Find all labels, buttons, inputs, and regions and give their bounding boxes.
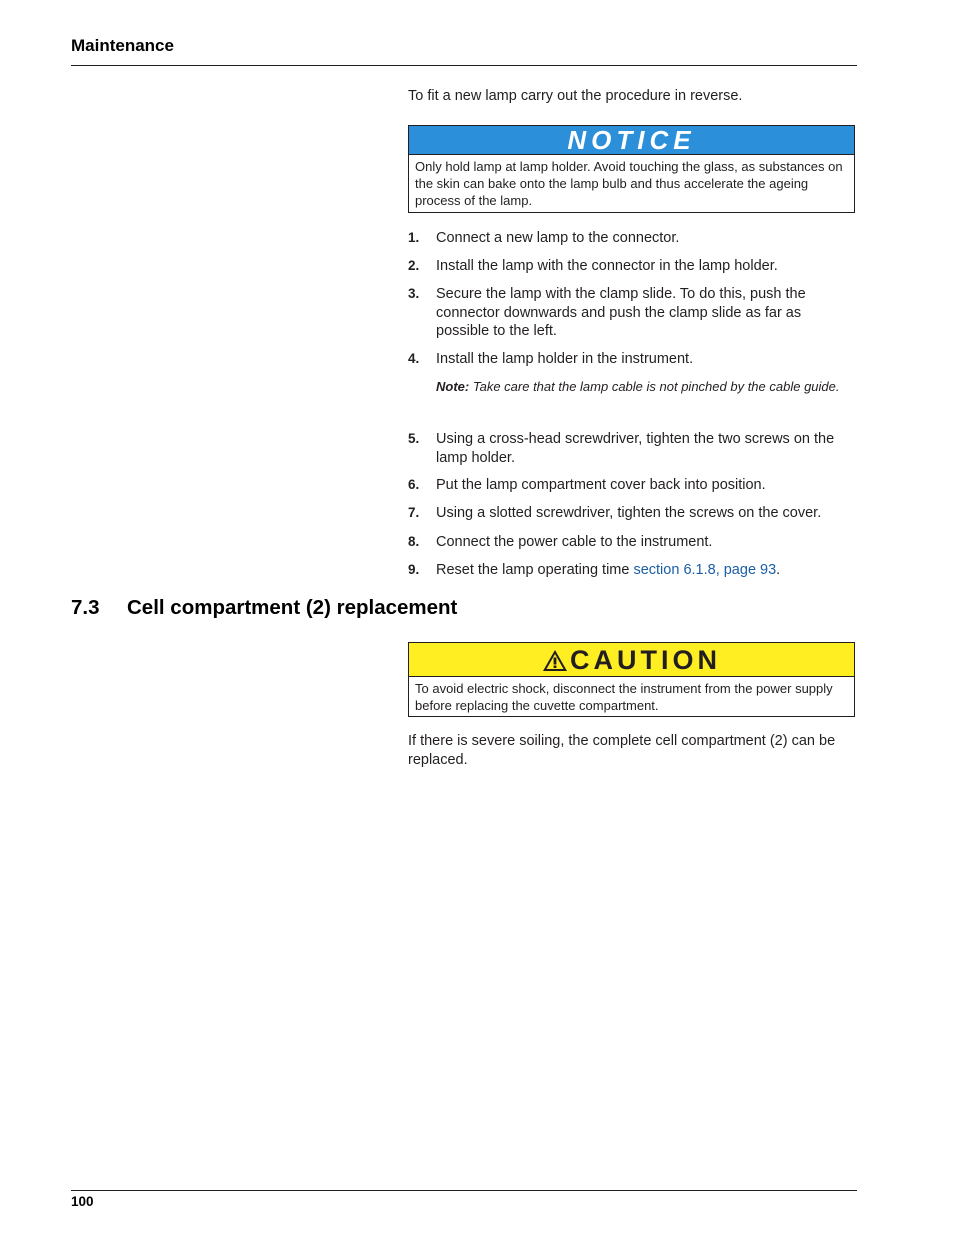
note — [436, 378, 846, 395]
step-item — [408, 504, 854, 523]
caution-heading-bar — [409, 643, 854, 677]
step-number: 9. — [408, 562, 420, 577]
step-number: 1. — [408, 230, 420, 245]
step-item — [408, 229, 854, 248]
notice-box — [408, 125, 855, 213]
step-item — [408, 285, 854, 341]
warning-triangle-icon — [542, 649, 568, 672]
step-text: Using a cross-head screwdriver, tighten the two screws on the lamp holder. — [436, 431, 835, 466]
step-text: Install the lamp holder in the instrument. — [436, 351, 694, 367]
footer-divider — [71, 1190, 857, 1191]
section-title: Cell compartment (2) replacement — [127, 596, 458, 619]
step-number: 6. — [408, 477, 420, 492]
section-number: 7.3 — [71, 596, 100, 619]
step-text: Connect a new lamp to the connector. — [436, 230, 680, 246]
step-number: 2. — [408, 258, 420, 273]
step-text: Install the lamp with the connector in the lamp holder. — [436, 258, 778, 274]
step-item — [408, 257, 854, 276]
step-text — [436, 561, 854, 580]
step-text-lead: Reset the lamp operating time — [436, 562, 630, 578]
step-number: 4. — [408, 351, 420, 366]
step-text: Connect the power cable to the instrument. — [436, 534, 713, 550]
notice-heading: NOTICE — [409, 126, 854, 155]
section-link[interactable]: section 6.1.8, page 93 — [633, 562, 777, 578]
caution-box — [408, 642, 855, 717]
step-item — [408, 350, 854, 369]
caution-text: To avoid electric shock, disconnect the instrument from the power supply before replacing the cuvette compartment. — [415, 681, 833, 713]
header-divider — [71, 65, 857, 66]
step-item — [408, 476, 854, 495]
step-item — [408, 533, 854, 552]
step-number: 8. — [408, 534, 420, 549]
note-label: Note: — [436, 379, 470, 394]
step-item — [408, 561, 854, 580]
step-number: 7. — [408, 505, 420, 520]
step-number: 3. — [408, 286, 420, 301]
note-text: Take care that the lamp cable is not pinched by the cable guide. — [472, 379, 840, 394]
step-text: Secure the lamp with the clamp slide. To do this, push the connector downwards and push the clamp slide as far as possible to the left. — [436, 286, 806, 339]
step-item — [408, 430, 854, 467]
page-number: 100 — [71, 1194, 94, 1209]
step-text: Put the lamp compartment cover back into position. — [436, 477, 766, 493]
caution-heading: CAUTION — [570, 645, 721, 675]
intro-paragraph: To fit a new lamp carry out the procedure in reverse. — [408, 88, 743, 104]
notice-text: Only hold lamp at lamp holder. Avoid touching the glass, as substances on the skin can bake onto the lamp bulb and thus accelerate the ageing process of the lamp. — [415, 159, 843, 208]
step-text-suffix: . — [776, 562, 781, 578]
section-heading — [71, 596, 457, 620]
step-number: 5. — [408, 431, 420, 446]
step-text: Using a slotted screwdriver, tighten the screws on the cover. — [436, 505, 822, 521]
running-header: Maintenance — [71, 36, 174, 55]
body-paragraph: If there is severe soiling, the complete cell compartment (2) can be replaced. — [408, 733, 836, 768]
